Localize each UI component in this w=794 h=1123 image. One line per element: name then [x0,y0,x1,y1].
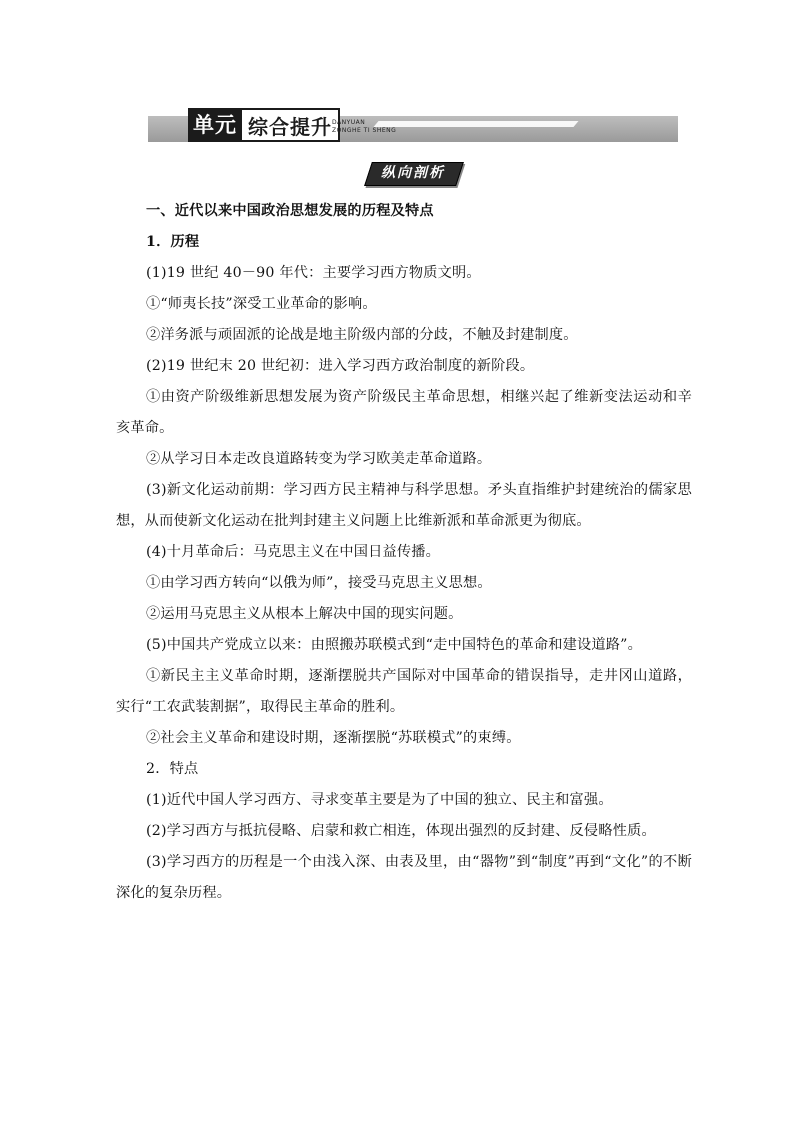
banner-pinyin-line2: ZONGHE TI SHENG [332,127,397,134]
subheading-features: 2．特点 [146,761,199,777]
paragraph: (5)中国共产党成立以来：由照搬苏联模式到“走中国特色的革命和建设道路”。 [146,637,643,653]
paragraph: ①新民主主义革命时期，逐渐摆脱共产国际对中国革命的错误指导，走井冈山道路，实行“工农武装割据”，取得民主革命的胜利。 [116,668,692,715]
banner-pinyin-line1: DANYUAN [332,119,366,126]
paragraph: ②社会主义革命和建设时期，逐渐摆脱“苏联模式”的束缚。 [146,730,521,746]
paragraph: (3)学习西方的历程是一个由浅入深、由表及里，由“器物”到“制度”再到“文化”的不断深化的复杂历程。 [116,854,692,901]
banner-title-box [188,108,340,142]
paragraph: ①由学习西方转向“以俄为师”，接受马克思主义思想。 [146,575,492,591]
section-badge-label: 纵向剖析 [381,165,445,181]
paragraph: (2)学习西方与抵抗侵略、启蒙和救亡相连，体现出强烈的反封建、反侵略性质。 [146,823,656,839]
banner-pinyin [332,119,396,135]
paragraph: (4)十月革命后：马克思主义在中国日益传播。 [146,544,441,560]
paragraph: (2)19 世纪末 20 世纪初：进入学习西方政治制度的新阶段。 [146,358,535,374]
paragraph: (3)新文化运动前期：学习西方民主精神与科学思想。矛头直指维护封建统治的儒家思想，从而使新文化运动在批判封建主义问题上比维新派和革命派更为彻底。 [116,482,692,529]
paragraph: ②洋务派与顽固派的论战是地主阶级内部的分歧，不触及封建制度。 [146,327,578,343]
paragraph: (1)近代中国人学习西方、寻求变革主要是为了中国的独立、民主和富强。 [146,792,613,808]
banner-title-dark: 单元 [188,108,242,142]
subheading-history: 1．历程 [146,234,200,250]
banner-title-light: 综合提升 [242,108,340,142]
paragraph: ①“师夷长技”深受工业革命的影响。 [146,296,377,312]
unit-banner [148,113,678,142]
section-heading: 一、近代以来中国政治思想发展的历程及特点 [146,203,434,219]
paragraph: ②从学习日本走改良道路转变为学习欧美走革命道路。 [146,451,492,467]
paragraph: (1)19 世纪 40－90 年代：主要学习西方物质文明。 [146,265,481,281]
paragraph: ①由资产阶级维新思想发展为资产阶级民主革命思想，相继兴起了维新变法运动和辛亥革命。 [116,389,692,436]
paragraph: ②运用马克思主义从根本上解决中国的现实问题。 [146,606,463,622]
banner-stripe [373,121,578,127]
document-body [116,196,692,909]
